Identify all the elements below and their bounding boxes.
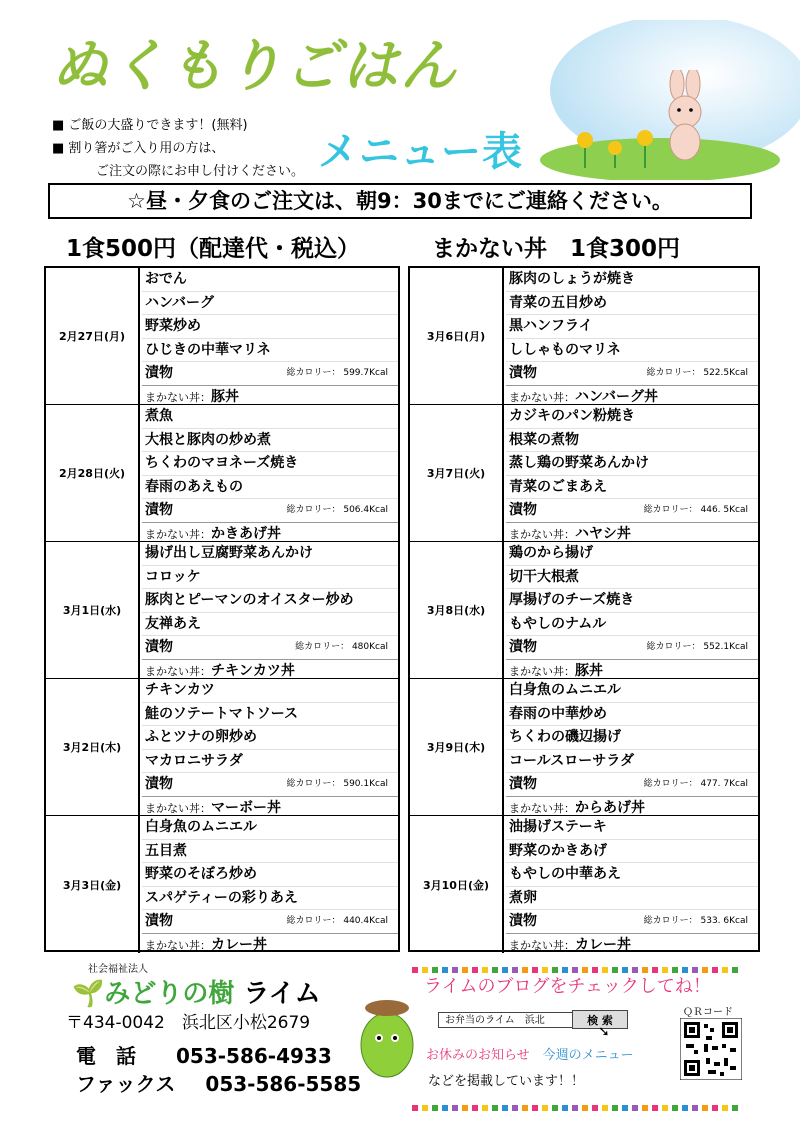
calorie-info <box>646 362 758 385</box>
dish-item: スパゲティーの彩りあえ <box>142 887 398 911</box>
search-input[interactable]: お弁当のライム 浜北 <box>438 1012 628 1028</box>
calorie-info <box>295 636 398 659</box>
dash-mark <box>542 1105 548 1111</box>
dish-item: ふとツナの卵炒め <box>142 726 398 750</box>
calorie-info <box>286 910 398 933</box>
dish-item: 大根と豚肉の炒め煮 <box>142 429 398 453</box>
dish-item: ハンバーグ <box>142 292 398 316</box>
donburi-label: まかない丼： <box>509 801 575 815</box>
dash-mark <box>722 967 728 973</box>
note-order: ご注文の際にお申し付けください。 <box>96 164 305 179</box>
calorie-label: 総カロリー： <box>295 642 350 653</box>
donburi-label: まかない丼： <box>509 938 575 952</box>
dish-list <box>506 816 758 953</box>
dish-item: 友禅あえ <box>142 613 398 637</box>
dish-list <box>506 268 758 404</box>
dish-item: 春雨のあえもの <box>142 476 398 500</box>
dash-mark <box>492 1105 498 1111</box>
dash-mark <box>502 1105 508 1111</box>
dash-mark <box>582 1105 588 1111</box>
dish-item: 黒ハンフライ <box>506 315 758 339</box>
dish-item: 漬物 <box>509 639 537 656</box>
dish-item: 野菜炒め <box>142 315 398 339</box>
dish-item: カジキのパン粉焼き <box>506 405 758 429</box>
dish-item: 漬物 <box>145 639 173 656</box>
calorie-label: 総カロリー： <box>643 916 698 927</box>
dash-mark <box>662 1105 668 1111</box>
donburi-label: まかない丼： <box>509 664 575 678</box>
dash-mark <box>462 1105 468 1111</box>
dish-item: 漬物 <box>145 365 173 382</box>
dash-mark <box>552 1105 558 1111</box>
pickles-calorie-row <box>142 362 398 386</box>
calorie-value: 599.7Kcal <box>343 368 388 379</box>
calorie-info <box>644 910 758 933</box>
donburi-name: ハヤシ丼 <box>575 525 631 542</box>
dish-item: ちくわの磯辺揚げ <box>506 726 758 750</box>
dish-item: 豚肉のしょうが焼き <box>506 268 758 292</box>
calorie-label: 総カロリー： <box>286 916 341 927</box>
org-lime: ライム <box>243 979 321 1009</box>
menu-subtitle: メニュー表 <box>318 129 523 175</box>
blog-topics <box>426 1044 634 1063</box>
dish-list <box>142 679 398 815</box>
dish-item: ひじきの中華マリネ <box>142 339 398 363</box>
calorie-label: 総カロリー： <box>646 642 701 653</box>
pickles-calorie-row <box>142 636 398 660</box>
address: 〒434-0042 浜北区小松2679 <box>66 1013 311 1033</box>
calorie-info <box>644 499 758 522</box>
note-rice: ■ ご飯の大盛りできます！(無料) <box>52 118 248 133</box>
day-date: 3月6日(月) <box>410 268 504 404</box>
donburi-label: まかない丼： <box>145 664 211 678</box>
dash-mark <box>732 967 738 973</box>
donburi-name: チキンカツ丼 <box>211 662 295 679</box>
calorie-value: 446. 5Kcal <box>700 505 748 516</box>
fax-number: 053-586-5585 <box>205 1072 362 1096</box>
dish-list <box>142 268 398 404</box>
pickles-calorie-row <box>142 499 398 523</box>
dash-mark <box>522 1105 528 1111</box>
dish-list <box>506 542 758 678</box>
donburi-name: 豚丼 <box>575 662 603 679</box>
qr-code-icon[interactable] <box>680 1018 742 1080</box>
donburi-name: ハンバーグ丼 <box>575 388 659 405</box>
pickles-calorie-row <box>142 773 398 797</box>
dash-mark <box>432 1105 438 1111</box>
donburi-name: マーボー丼 <box>211 799 281 816</box>
calorie-label: 総カロリー： <box>643 779 698 790</box>
pickles-calorie-row <box>506 773 758 797</box>
order-deadline-notice: ☆昼・夕食のご注文は、朝9：30までにご連絡ください。 <box>48 183 752 219</box>
dash-mark <box>412 1105 418 1111</box>
dish-list <box>142 816 398 953</box>
fax-row <box>76 1068 361 1097</box>
dish-item: 蒸し鶏の野菜あんかけ <box>506 452 758 476</box>
dish-item: 漬物 <box>509 913 537 930</box>
dish-item: 鮭のソテートマトソース <box>142 703 398 727</box>
org-name-text: みどりの樹 <box>104 979 235 1009</box>
donburi-label: まかない丼： <box>509 527 575 541</box>
donburi-label: まかない丼： <box>145 527 211 541</box>
dash-mark <box>632 1105 638 1111</box>
menu-day-row <box>410 405 758 542</box>
dish-item: コールスローサラダ <box>506 750 758 774</box>
dish-item: 煮魚 <box>142 405 398 429</box>
calorie-label: 総カロリー： <box>286 368 341 379</box>
dash-mark <box>652 1105 658 1111</box>
page-title: ぬくもりごはん <box>52 33 458 99</box>
day-date: 3月2日(木) <box>46 679 140 815</box>
dish-item: コロッケ <box>142 566 398 590</box>
blog-heading: ライムのブログをチェックしてね！ <box>424 976 711 997</box>
tel-label: 電 話 <box>76 1044 136 1068</box>
dash-mark <box>612 1105 618 1111</box>
dish-item: 春雨の中華炒め <box>506 703 758 727</box>
dash-mark <box>562 1105 568 1111</box>
dish-item: 青菜のごまあえ <box>506 476 758 500</box>
dash-mark <box>532 1105 538 1111</box>
menu-day-row <box>410 816 758 953</box>
pickles-calorie-row <box>506 362 758 386</box>
day-date: 3月1日(水) <box>46 542 140 678</box>
dash-mark <box>682 1105 688 1111</box>
dash-mark <box>482 1105 488 1111</box>
donburi-name: カレー丼 <box>211 936 267 953</box>
calorie-info <box>286 773 398 796</box>
donburi-row <box>506 934 758 956</box>
calorie-info <box>646 636 758 659</box>
mascot-illustration <box>352 990 422 1085</box>
dash-mark <box>452 1105 458 1111</box>
weekly-menu-link[interactable]: 今週のメニュー <box>542 1048 634 1063</box>
menu-day-row <box>410 679 758 816</box>
dash-mark <box>642 1105 648 1111</box>
cursor-icon: ➘ <box>598 1024 610 1040</box>
dish-item: 青菜の五目炒め <box>506 292 758 316</box>
holiday-link[interactable]: お休みのお知らせ <box>426 1048 530 1063</box>
price-donburi: まかない丼 1食300円 <box>432 236 681 262</box>
calorie-value: 552.1Kcal <box>703 642 748 653</box>
fax-label: ファックス <box>76 1072 176 1096</box>
calorie-label: 総カロリー： <box>286 779 341 790</box>
dish-item: 漬物 <box>509 365 537 382</box>
dish-list <box>506 679 758 815</box>
donburi-label: まかない丼： <box>145 938 211 952</box>
dish-item: 煮卵 <box>506 887 758 911</box>
menu-table-right <box>408 266 760 952</box>
donburi-label: まかない丼： <box>509 390 575 404</box>
calorie-value: 533. 6Kcal <box>700 916 748 927</box>
donburi-name: かきあげ丼 <box>211 525 281 542</box>
dish-list <box>142 542 398 678</box>
search-button[interactable]: 検 索 <box>572 1010 628 1029</box>
dash-mark <box>412 967 418 973</box>
dandelion-decoration <box>565 120 665 170</box>
dash-mark <box>442 1105 448 1111</box>
dish-item: もやしのナムル <box>506 613 758 637</box>
day-date: 3月8日(水) <box>410 542 504 678</box>
menu-day-row <box>46 405 398 542</box>
dish-item: 漬物 <box>145 502 173 519</box>
menu-day-row <box>46 542 398 679</box>
donburi-label: まかない丼： <box>145 390 211 404</box>
donburi-name: 豚丼 <box>211 388 239 405</box>
dash-mark <box>472 1105 478 1111</box>
day-date: 3月3日(金) <box>46 816 140 953</box>
dish-item: 厚揚げのチーズ焼き <box>506 589 758 613</box>
dish-item: チキンカツ <box>142 679 398 703</box>
dish-item: 白身魚のムニエル <box>142 816 398 840</box>
calorie-label: 総カロリー： <box>643 505 698 516</box>
dash-mark <box>692 1105 698 1111</box>
dish-item: 白身魚のムニエル <box>506 679 758 703</box>
menu-day-row <box>46 679 398 816</box>
dash-mark <box>622 1105 628 1111</box>
pickles-calorie-row <box>506 499 758 523</box>
dish-item: ししゃものマリネ <box>506 339 758 363</box>
dish-item: もやしの中華あえ <box>506 863 758 887</box>
donburi-row <box>142 934 398 956</box>
dash-mark <box>702 1105 708 1111</box>
dash-border-bottom <box>412 1096 742 1103</box>
menu-day-row <box>46 268 398 405</box>
calorie-value: 522.5Kcal <box>703 368 748 379</box>
dash-mark <box>712 1105 718 1111</box>
dish-item: 揚げ出し豆腐野菜あんかけ <box>142 542 398 566</box>
dish-item: マカロニサラダ <box>142 750 398 774</box>
dish-item: 五目煮 <box>142 840 398 864</box>
dash-mark <box>572 1105 578 1111</box>
calorie-info <box>286 499 398 522</box>
dish-item: 油揚げステーキ <box>506 816 758 840</box>
menu-day-row <box>410 268 758 405</box>
tel-row <box>76 1040 332 1069</box>
org-name <box>72 973 321 1010</box>
day-date: 3月7日(火) <box>410 405 504 541</box>
menu-day-row <box>46 816 398 953</box>
calorie-value: 506.4Kcal <box>343 505 388 516</box>
dish-item: 豚肉とピーマンのオイスター炒め <box>142 589 398 613</box>
dish-item: 漬物 <box>509 776 537 793</box>
dish-item: ちくわのマヨネーズ焼き <box>142 452 398 476</box>
dash-mark <box>602 1105 608 1111</box>
dash-border-top <box>412 958 742 965</box>
price-main: 1食500円（配達代・税込） <box>66 236 361 262</box>
donburi-name: からあげ丼 <box>575 799 645 816</box>
dash-mark <box>592 1105 598 1111</box>
pickles-calorie-row <box>142 910 398 934</box>
dash-mark <box>722 1105 728 1111</box>
calorie-label: 総カロリー： <box>646 368 701 379</box>
leaf-icon: 🌱 <box>72 979 105 1009</box>
calorie-label: 総カロリー： <box>286 505 341 516</box>
calorie-info <box>286 362 398 385</box>
org-type: 社会福祉法人 <box>88 964 148 975</box>
dish-item: 野菜のかきあげ <box>506 840 758 864</box>
qr-label: ＱＲコード <box>683 1007 733 1018</box>
day-date: 3月9日(木) <box>410 679 504 815</box>
dish-item: 漬物 <box>145 913 173 930</box>
menu-table-left <box>44 266 400 952</box>
pickles-calorie-row <box>506 636 758 660</box>
dash-mark <box>422 1105 428 1111</box>
dash-mark <box>712 967 718 973</box>
calorie-value: 590.1Kcal <box>343 779 388 790</box>
pickles-calorie-row <box>506 910 758 934</box>
dish-list <box>506 405 758 541</box>
tel-number: 053-586-4933 <box>176 1044 332 1068</box>
day-date: 2月28日(火) <box>46 405 140 541</box>
donburi-name: カレー丼 <box>575 936 631 953</box>
dish-item: 根菜の煮物 <box>506 429 758 453</box>
dash-mark <box>732 1105 738 1111</box>
dash-mark <box>512 1105 518 1111</box>
donburi-label: まかない丼： <box>145 801 211 815</box>
dish-item: 鶏のから揚げ <box>506 542 758 566</box>
day-date: 2月27日(月) <box>46 268 140 404</box>
dish-item: 野菜のそぼろ炒め <box>142 863 398 887</box>
calorie-value: 480Kcal <box>351 642 388 653</box>
day-date: 3月10日(金) <box>410 816 504 953</box>
dish-item: おでん <box>142 268 398 292</box>
dish-list <box>142 405 398 541</box>
dish-item: 漬物 <box>509 502 537 519</box>
dish-item: 漬物 <box>145 776 173 793</box>
calorie-info <box>644 773 758 796</box>
dash-mark <box>672 1105 678 1111</box>
blog-posting-text: などを掲載しています！！ <box>428 1074 585 1089</box>
calorie-value: 477. 7Kcal <box>700 779 748 790</box>
note-chopsticks: ■ 割り箸がご入り用の方は、 <box>52 141 225 156</box>
dish-item: 切干大根煮 <box>506 566 758 590</box>
menu-day-row <box>410 542 758 679</box>
calorie-value: 440.4Kcal <box>343 916 388 927</box>
